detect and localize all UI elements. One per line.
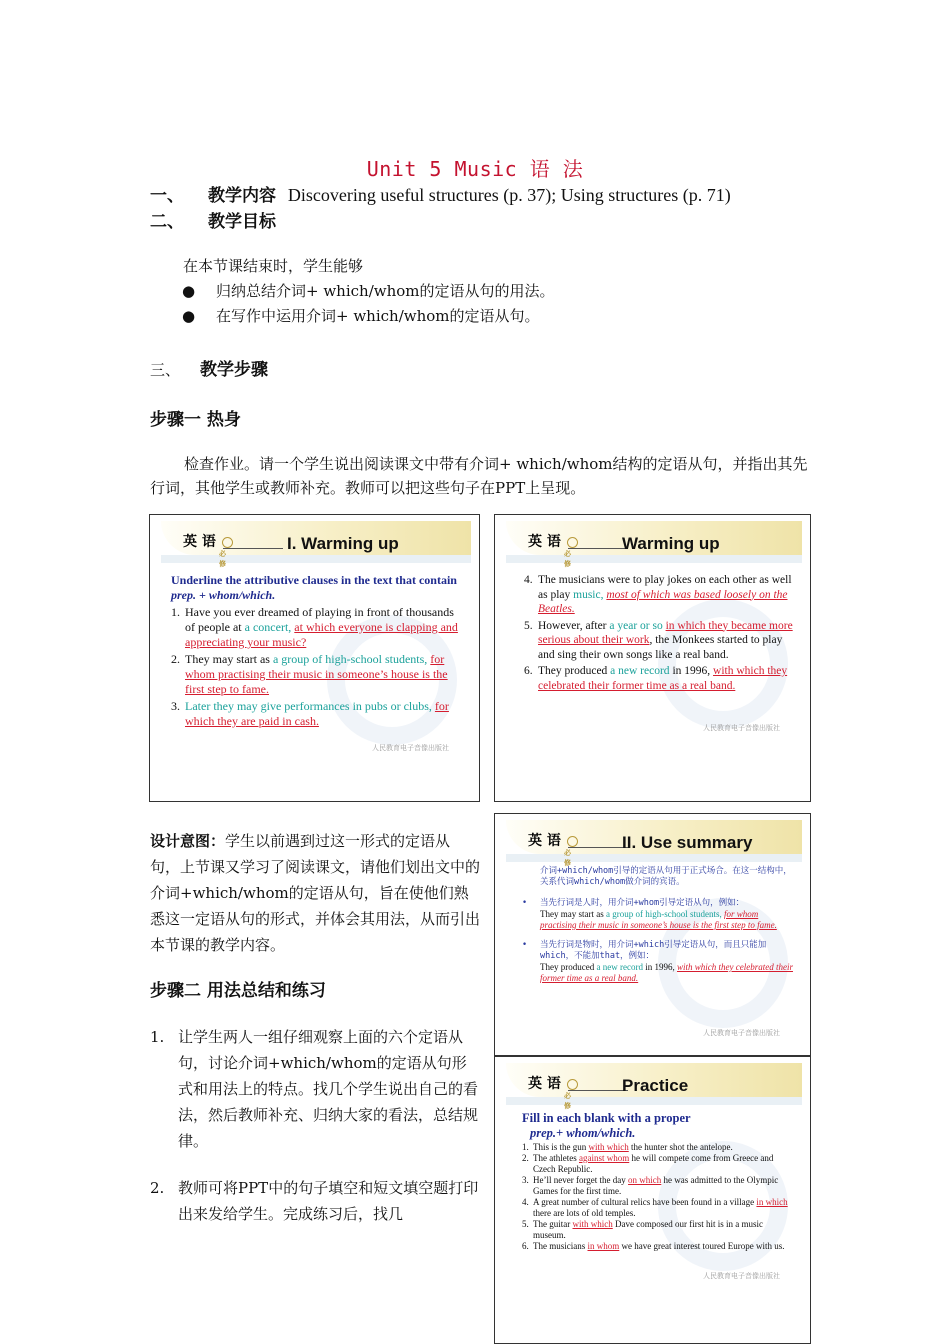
objective-item (182, 280, 555, 301)
heading-label: 教学目标 (208, 212, 276, 232)
item-text: 让学生两人一组仔细观察上面的六个定语从句，讨论介词+which/whom的定语从句形式和用法上的特点。找几个学生说出自己的看法，然后教师补充、归纳大家的看法，总结规律。 (178, 1028, 479, 1150)
summary-point: • 当先行词是人时，用介词+whom引导定语从句，例如： They may start as a group of high-school students, for whom practising their music in someone’s house is the first step to fame. (522, 898, 794, 931)
practice-item: 3. He’ll never forget the day on which he was admitted to the Olympic Games for the first time. (522, 1175, 779, 1196)
summary-rule: 当先行词是物时，用介词+which引导定语从句，而且只能加which，不能加that，例如： (540, 940, 767, 961)
step1-title: 步骤一 热身 (150, 410, 241, 430)
objective-text: 在写作中运用介词+ which/whom的定语从句。 (216, 307, 540, 325)
example-sentence: 2. They may start as a group of high-school students, for whom practising their music in someone’s house is the first step to fame. (171, 652, 448, 696)
summary-rule: 当先行词是人时，用介词+whom引导定语从句，例如： (540, 898, 745, 908)
summary-intro: 介词+which/whom引导的定语从句用于正式场合。在这一结构中，关系代词which/whom做介词的宾语。 (540, 866, 792, 887)
summary-example: They produced a new record in 1996, with which they celebrated their former time as a real band. (540, 962, 793, 983)
objectives-intro: 在本节课结束时，学生能够 (183, 257, 364, 275)
example-sentence: 4. The musicians were to play jokes on each other as well as play music, most of which was based loosely on the Beatles. (524, 574, 792, 615)
watermark-text: 人民教育电子音像出版社 (703, 724, 780, 732)
practice-item: 4. A great number of cultural relics have been found in a village in which there are lots of old temples. (522, 1197, 788, 1218)
slide-practice (506, 1063, 802, 1285)
watermark-text: 人民教育电子音像出版社 (703, 1272, 780, 1280)
practice-item: 1. This is the gun with which the hunter shot the antelope. (522, 1142, 733, 1152)
slide-instruction: Underline the attributive clauses in the text that contain prep. + whom/which. (171, 573, 457, 602)
textbook-logo: 英 语 必修 (528, 1073, 578, 1093)
heading-label: 教学步骤 (200, 360, 268, 380)
step2-title: 步骤二 用法总结和练习 (150, 981, 326, 1001)
heading-content (150, 181, 731, 206)
example-sentence: 5. However, after a year or so in which they became more serious about their work, the Monkees started to play and sing their own songs like a real band. (524, 619, 793, 661)
objective-text: 归纳总结介词+ which/whom的定语从句的用法。 (216, 282, 555, 300)
design-intent-text: 学生以前遇到过这一形式的定语从句，上节课又学习了阅读课文，请他们划出文中的介词+which/whom的定语从句，旨在使他们熟悉这一定语从句的形式，并体会其用法，从而引出本节课的教学内容。 (150, 832, 481, 954)
heading-label: 教学内容 (208, 186, 276, 206)
practice-instruction: Fill in each blank with a proper (522, 1111, 691, 1125)
textbook-logo: 英 语 必修 (183, 531, 233, 551)
heading-number: 二、 (150, 212, 184, 232)
section-steps-heading (150, 355, 268, 380)
bullet-icon: ● (182, 307, 196, 325)
textbook-logo: 英 语 必修 (528, 830, 578, 850)
heading-text: Discovering useful structures (p. 37); Using structures (p. 71) (287, 185, 731, 205)
practice-item: 5. The guitar with which Dave composed our first hit is in a music museum. (522, 1219, 763, 1240)
example-sentence: 6. They produced a new record in 1996, with which they celebrated their former time as a real band. (524, 665, 788, 692)
item-number: 1. (150, 1028, 165, 1046)
slide-use-summary (506, 820, 802, 1042)
item-number: 2. (150, 1179, 165, 1197)
slide-frame (494, 514, 811, 802)
slide-frame (149, 514, 480, 802)
slide-frame (494, 1056, 811, 1344)
practice-item: 2. The athletes against whom he will compete come from Greece and Czech Republic. (522, 1153, 774, 1174)
summary-point: • 当先行词是物时，用介词+which引导定语从句，而且只能加which，不能加that，例如： They produced a new record in 1996, with which they celebrated their former time as a real band. (522, 940, 793, 983)
heading-number: 一、 (150, 186, 184, 206)
step2-item (150, 1175, 480, 1227)
textbook-logo: 英 语 必修 (528, 531, 578, 551)
bullet-icon: ● (182, 282, 196, 300)
practice-instruction-2: prep.+ whom/which. (530, 1126, 636, 1140)
step1-paragraph: 检查作业。请一个学生说出阅读课文中带有介词+ which/whom结构的定语从句，并指出其先行词，其他学生或教师补充。教师可以把这些句子在PPT上呈现。 (150, 455, 808, 497)
slide-title: Practice (622, 1076, 689, 1095)
slide-warming-up-2 (506, 521, 802, 743)
practice-item: 6. The musicians in whom we have great interest toured Europe with us. (522, 1241, 785, 1251)
example-sentence: 3. Later they may give performances in pubs or clubs, for which they are paid in cash. (171, 699, 449, 728)
example-sentence: 1. Have you ever dreamed of playing in front of thousands of people at a concert, at which everyone is clapping and appreciating your music? (171, 605, 458, 649)
slide-title: I. Warming up (287, 534, 399, 553)
summary-example: They may start as a group of high-school students, for whom practising their music in someone’s house is the first step to fame. (540, 909, 777, 930)
slide-title: II. Use summary (622, 833, 753, 852)
heading-number: 三、 (150, 361, 181, 379)
design-intent (150, 828, 480, 958)
heading-objectives (150, 207, 276, 232)
slide-title: Warming up (622, 534, 720, 553)
design-intent-label: 设计意图： (150, 832, 226, 850)
item-text: 教师可将PPT中的句子填空和短文填空题打印出来发给学生。完成练习后，找几 (178, 1179, 479, 1223)
step2-item (150, 1024, 480, 1154)
slide-warming-up-1 (161, 521, 471, 759)
watermark-text: 人民教育电子音像出版社 (372, 744, 449, 752)
objective-item (182, 305, 540, 326)
slide-frame (494, 813, 811, 1056)
watermark-text: 人民教育电子音像出版社 (703, 1029, 780, 1037)
document-title: Unit 5 Music 语 法 (366, 157, 584, 181)
